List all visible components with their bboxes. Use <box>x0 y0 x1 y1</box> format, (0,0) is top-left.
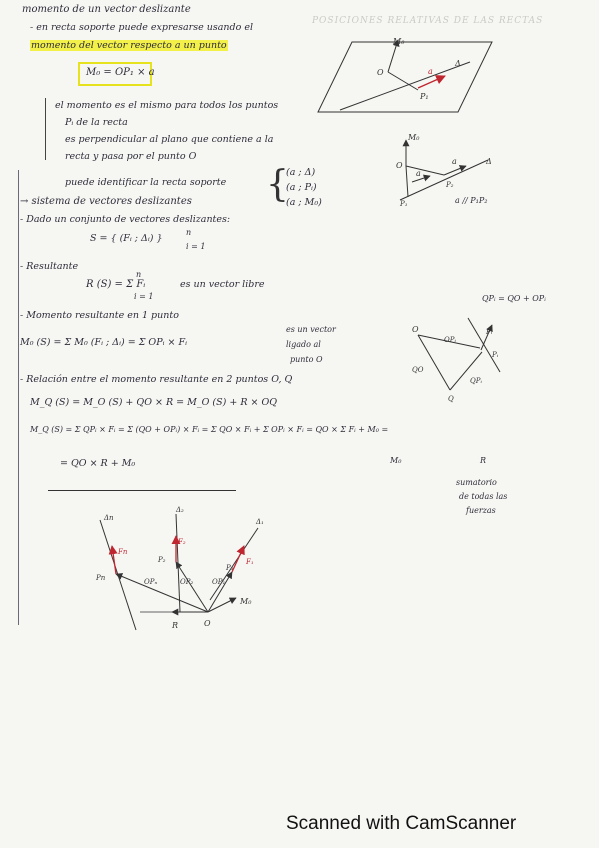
fig4-label-p1: P₁ <box>226 564 234 572</box>
fig1-label-p1: P₁ <box>420 92 429 101</box>
fig3-label-fi: Fᵢ <box>486 328 493 336</box>
note-given-set: - Dado un conjunto de vectores deslizantes: <box>20 214 231 225</box>
fig2-label-a: a <box>416 169 421 178</box>
fig2-vector-a2 <box>444 166 466 175</box>
curly-brace: { <box>266 164 289 205</box>
plane-outline <box>318 42 492 112</box>
fig4-label-d1: Δ₁ <box>256 518 264 526</box>
note-vector: es un vector <box>286 325 336 334</box>
fig4-label-m0: M₀ <box>240 597 252 606</box>
figure-plane-moment <box>318 40 492 112</box>
note-line-8: recta y pasa por el punto O <box>65 151 197 162</box>
pair-a-pi: (a ; Pᵢ) <box>286 182 317 193</box>
fig4-label-op2: OP₂ <box>180 578 194 586</box>
note-line-5: el momento es el mismo para todos los puntos <box>55 100 279 111</box>
fig3-label-o: O <box>412 325 419 334</box>
fig2-label-a2: a <box>452 157 457 166</box>
scanner-watermark: Scanned with CamScanner <box>286 813 517 834</box>
bleed-through-heading: POSICIONES RELATIVAS DE LAS RECTAS <box>312 16 544 26</box>
formula-result: = QO × R + M₀ <box>60 458 136 469</box>
highlighted-text: momento del vector respecto a un punto <box>31 40 227 51</box>
note-bound: ligado al <box>286 340 321 349</box>
fig2-left-line <box>406 166 408 197</box>
fig4-label-opn: OPₙ <box>144 578 158 586</box>
fig2-label-p2: P₂ <box>446 181 454 189</box>
fig4-force-1 <box>232 546 244 572</box>
note-sumatorio: sumatorio <box>456 478 497 487</box>
sub-index-n-2: n <box>136 270 142 279</box>
note-line-1: momento de un vector deslizante <box>22 4 191 15</box>
note-line-6: Pᵢ de la recta <box>65 117 128 128</box>
fig4-label-o: O <box>204 619 211 628</box>
fig4-label-pn: Pn <box>96 574 106 582</box>
fig3-label-q: Q <box>448 395 454 403</box>
formula-relation: M_Q (S) = M_O (S) + QO × R = M_O (S) + R × OQ <box>30 397 278 408</box>
formula-set-s: S = { (Fᵢ ; Δᵢ) } <box>90 233 163 244</box>
fig4-label-op1: OP₁ <box>212 578 226 586</box>
fig3-label-pi: Pᵢ <box>492 351 499 359</box>
fig4-label-f1: F₁ <box>246 558 254 566</box>
figure-force-system <box>100 514 258 630</box>
fig4-op-n <box>116 574 208 612</box>
fig4-label-dn: Δn <box>104 514 114 522</box>
formula-moment-sum: M₀ (S) = Σ M₀ (Fᵢ ; Δᵢ) = Σ OPᵢ × Fᵢ <box>20 337 188 348</box>
formula-moment: M₀ = OP₁ × a <box>86 67 155 78</box>
note-point-o: punto O <box>290 355 323 364</box>
fig2-label-m0: M₀ <box>408 133 420 142</box>
fig3-support-line <box>468 318 500 372</box>
fig3-label-op: OPᵢ <box>444 336 456 344</box>
figure-triangle-moment <box>400 140 488 200</box>
note-parallel: a // P₁P₂ <box>455 196 488 205</box>
fig2-label-delta: Δ <box>486 157 492 166</box>
fig2-vector-a <box>412 176 430 182</box>
sub-index-i1-2: i = 1 <box>134 292 154 301</box>
pair-a-delta: (a ; Δ) <box>286 167 316 178</box>
fig1-label-o: O <box>377 68 384 77</box>
fig4-label-f2: F₂ <box>178 538 186 546</box>
section-sliding-vectors: → sistema de vectores deslizantes <box>20 196 192 207</box>
heading-moment-point: - Momento resultante en 1 punto <box>20 310 179 321</box>
pair-a-m0: (a ; M₀) <box>286 197 322 208</box>
sub-index-i1-1: i = 1 <box>186 242 206 251</box>
note-line-9: puede identificar la recta soporte <box>65 177 227 188</box>
heading-resultant: - Resultante <box>20 261 79 272</box>
vector-a-red <box>418 76 445 88</box>
heading-relation: - Relación entre el momento resultante en 2 puntos O, Q <box>20 374 293 385</box>
note-line-2: - en recta soporte puede expresarse usando el <box>30 22 253 33</box>
fig4-label-fn: Fn <box>118 548 128 556</box>
fig4-label-r: R <box>172 621 179 630</box>
fig2-label-o: O <box>396 161 403 170</box>
fig4-label-d2: Δ₂ <box>176 506 184 514</box>
note-qp-relation: QPᵢ = QO + OPᵢ <box>482 294 546 303</box>
note-fuerzas: fuerzas <box>466 506 496 515</box>
under-label-r: R <box>480 456 487 465</box>
fig3-label-qp: QPᵢ <box>470 377 482 385</box>
note-line-7: es perpendicular al plano que contiene a la <box>65 134 274 145</box>
fig2-support-line <box>400 160 488 200</box>
fig1-label-delta: Δ <box>455 59 461 68</box>
fig4-label-p2: P₂ <box>158 556 166 564</box>
fig1-label-a: a <box>428 67 433 76</box>
formula-expansion: M_Q (S) = Σ QPᵢ × Fᵢ = Σ (QO + OPᵢ) × Fᵢ = Σ QO × Fᵢ + Σ OPᵢ × Fᵢ = QO × Σ Fᵢ + M₀ = <box>30 425 389 434</box>
fig2-right-line <box>406 166 444 175</box>
formula-resultant: R (S) = Σ Fᵢ <box>86 279 146 290</box>
fig4-op-2 <box>176 562 208 612</box>
under-label-m0: M₀ <box>390 456 402 465</box>
position-line <box>388 72 418 90</box>
fig2-label-p1: P₁ <box>400 200 408 208</box>
fig3-label-qo: QO <box>412 366 424 374</box>
note-free-vector: es un vector libre <box>180 279 265 290</box>
sub-index-n-1: n <box>186 228 192 237</box>
note-de-todas: de todas las <box>459 492 508 501</box>
fig1-label-m0: M₀ <box>393 37 405 46</box>
support-line <box>340 62 470 110</box>
